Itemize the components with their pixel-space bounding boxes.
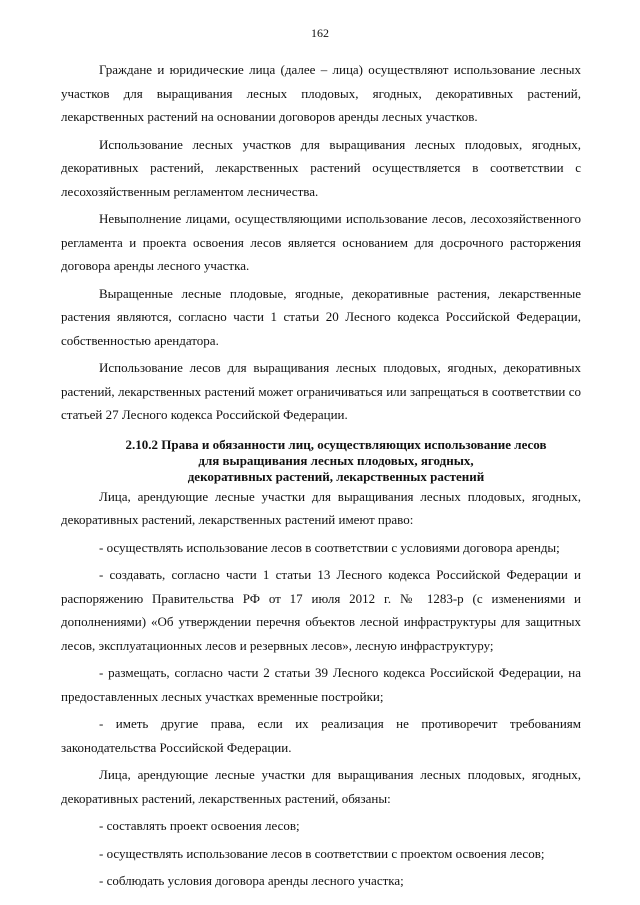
section-heading	[61, 437, 581, 485]
paragraph: Использование лесов для выращивания лесных плодовых, ягодных, декоративных растений, лекарственных растений может ограничиваться или запрещаться в соответствии со статьей 27 Лесного кодекса Российской Федерации.	[61, 360, 581, 422]
list-item: - соблюдать условия договора аренды лесного участка;	[99, 873, 404, 888]
section-heading-line: декоративных растений, лекарственных растений	[187, 468, 485, 484]
list-item: - осуществлять использование лесов в соответствии с условиями договора аренды;	[99, 539, 560, 555]
section-heading-line: 2.10.2 Права и обязанности лиц, осуществляющих использование лесов	[125, 436, 547, 452]
section-heading-line: для выращивания лесных плодовых, ягодных,	[198, 452, 474, 468]
list-item: - осуществлять использование лесов в соответствии с проектом освоения лесов;	[99, 845, 545, 861]
list-item: - составлять проект освоения лесов;	[99, 818, 300, 833]
list-item: - создавать, согласно части 1 статьи 13 Лесного кодекса Российской Федерации и распоряжению Правительства РФ от 17 июля 2012 г. № 1283-р (с изменениями и дополнениями) «Об утверждении перечня объектов лесной инфраструктуры для защитных лесов, эксплуатационных лесов и резервных лесов», лесную инфраструктуру;	[61, 567, 581, 653]
document-body	[61, 58, 581, 897]
paragraph: Невыполнение лицами, осуществляющими использование лесов, лесохозяйственного регламента и проекта освоения лесов является основанием для досрочного расторжения договора аренды лесного участка.	[61, 211, 581, 273]
paragraph: Лица, арендующие лесные участки для выращивания лесных плодовых, ягодных, декоративных растений, лекарственных растений имеют право:	[61, 488, 581, 527]
list-item: - размещать, согласно части 2 статьи 39 Лесного кодекса Российской Федерации, на предоставленных лесных участках временные постройки;	[61, 665, 581, 704]
paragraph: Использование лесных участков для выращивания лесных плодовых, ягодных, декоративных растений, лекарственных растений осуществляется в соответствии с лесохозяйственным регламентом лесничества.	[61, 136, 581, 199]
paragraph: Граждане и юридические лица (далее – лица) осуществляют использование лесных участков для выращивания лесных плодовых, ягодных, декоративных растений, лекарственных растений на основании договоров аренды лесных участков.	[61, 62, 581, 124]
paragraph: Выращенные лесные плодовые, ягодные, декоративные растения, лекарственные растения являются, согласно части 1 статьи 20 Лесного кодекса Российской Федерации, собственностью арендатора.	[61, 285, 581, 348]
paragraph: Лица, арендующие лесные участки для выращивания лесных плодовых, ягодных, декоративных растений, лекарственных растений, обязаны:	[61, 767, 581, 806]
list-item: - иметь другие права, если их реализация не противоречит требованиям законодательства Российской Федерации.	[61, 716, 581, 755]
page-number: 162	[311, 26, 329, 40]
